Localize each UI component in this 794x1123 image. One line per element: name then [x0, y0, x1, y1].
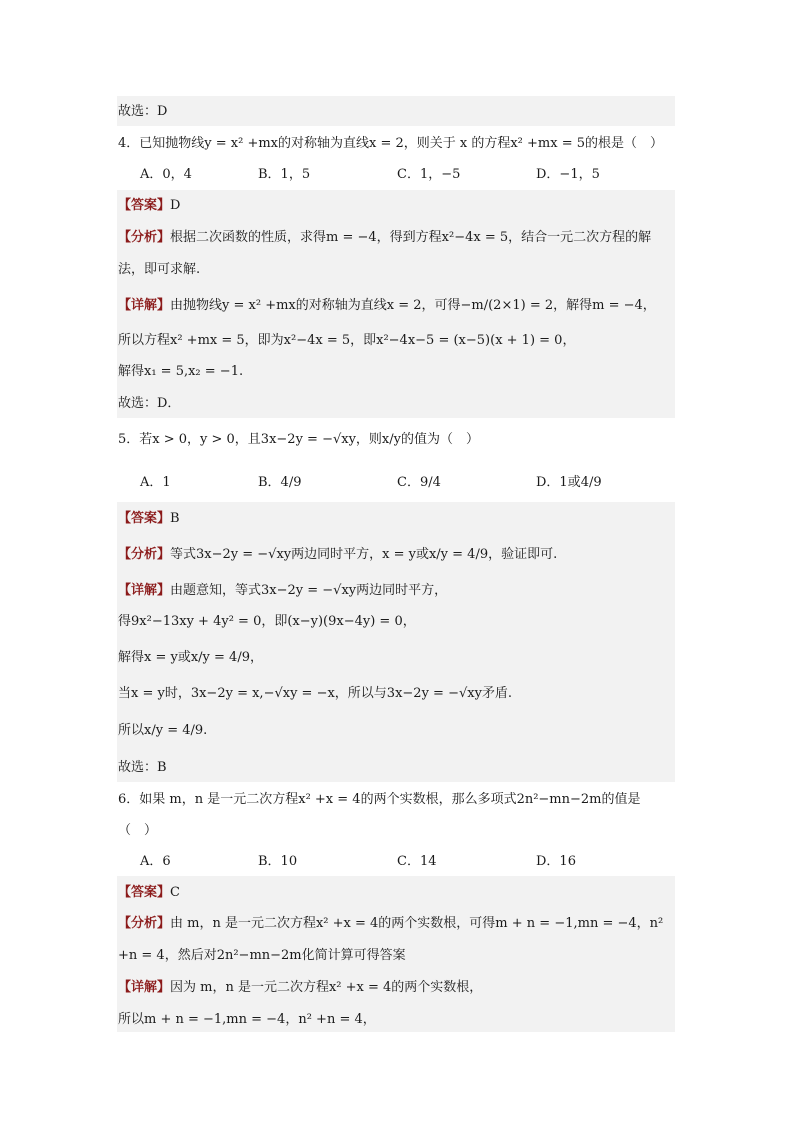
analysis-text: [118, 230, 651, 246]
section-tag: 【详解】: [118, 583, 171, 598]
analysis-text: 法，即可求解.: [118, 262, 201, 277]
section-tag: 【答案】: [118, 511, 171, 526]
option-a: A．6: [140, 854, 171, 869]
text-line: 故选：D: [118, 104, 168, 119]
section-tag: 【详解】: [118, 298, 171, 313]
detail-text: 故选：D．: [118, 396, 181, 411]
analysis-text: +n = 4，然后对2n²−mn−2m化简计算可得答案: [118, 948, 406, 963]
section-body: 由抛物线y = x² +mx的对称轴为直线x = 2，可得−m/(2×1) = 2，解得m = −4，: [170, 298, 656, 313]
section-body: 由 m，n 是一元二次方程x² +x = 4的两个实数根，可得m + n = −1,mn = −4，n²: [170, 916, 664, 931]
option-d: D．1或4/9: [536, 475, 602, 490]
section-tag: 【答案】: [118, 198, 171, 213]
option-d: D．16: [536, 854, 576, 869]
section-body: D: [170, 198, 181, 213]
option-c: C．1，−5: [397, 167, 461, 182]
question-6-paren: （ ）: [118, 823, 158, 838]
question-6: 6．如果 m，n 是一元二次方程x² +x = 4的两个实数根，那么多项式2n²−mn−2m的值是: [118, 792, 641, 807]
option-d: D．−1，5: [536, 167, 600, 182]
detail-text: [118, 980, 482, 996]
section-body: C: [170, 885, 180, 900]
detail-text: 得9x²−13xy + 4y² = 0，即(x−y)(9x−4y) = 0，: [118, 614, 416, 629]
section-tag: 【分析】: [118, 230, 171, 245]
option-a: A．0，4: [140, 167, 192, 182]
shade-q5-solution: [117, 502, 675, 782]
section-body: 因为 m，n 是一元二次方程x² +x = 4的两个实数根，: [170, 980, 483, 995]
detail-text: 解得x₁ = 5,x₂ = −1.: [118, 364, 244, 379]
section-tag: 【分析】: [118, 547, 171, 562]
section-body: 等式3x−2y = −√xy两边同时平方，x = y或x/y = 4/9，验证即可.: [170, 547, 558, 562]
option-b: B．4/9: [258, 475, 302, 490]
detail-text: 所以x/y = 4/9.: [118, 723, 208, 738]
section-body: 根据二次函数的性质，求得m = −4，得到方程x²−4x = 5，结合一元二次方程的解: [170, 230, 652, 245]
option-c: C．14: [397, 854, 437, 869]
detail-text: [118, 583, 447, 599]
question-4: 4．已知抛物线y = x² +mx的对称轴为直线x = 2，则关于 x 的方程x² +mx = 5的根是（ ）: [118, 136, 664, 151]
section-body: 由题意知，等式3x−2y = −√xy两边同时平方，: [170, 583, 448, 598]
detail-text: [118, 298, 656, 314]
option-b: B．10: [258, 854, 298, 869]
shade-q3-tail: [117, 96, 675, 126]
detail-text: 解得x = y或x/y = 4/9，: [118, 650, 263, 665]
answer-label: [118, 198, 180, 214]
analysis-text: [118, 916, 663, 932]
section-tag: 【答案】: [118, 885, 171, 900]
analysis-text: [118, 547, 557, 563]
section-body: B: [170, 511, 180, 526]
detail-text: 故选：B: [118, 760, 167, 775]
question-5: 5．若x > 0，y > 0，且3x−2y = −√xy，则x/y的值为（ ）: [118, 432, 479, 447]
option-b: B．1，5: [258, 167, 311, 182]
option-c: C．9/4: [397, 475, 441, 490]
detail-text: 所以方程x² +mx = 5，即为x²−4x = 5，即x²−4x−5 = (x−5)(x + 1) = 0，: [118, 333, 576, 348]
option-a: A．1: [140, 475, 171, 490]
answer-label: [118, 511, 180, 527]
detail-text: 当x = y时，3x−2y = x,−√xy = −x，所以与3x−2y = −√xy矛盾.: [118, 686, 513, 701]
detail-text: 所以m + n = −1,mn = −4，n² +n = 4，: [118, 1012, 376, 1027]
answer-label: [118, 885, 180, 901]
section-tag: 【详解】: [118, 980, 171, 995]
section-tag: 【分析】: [118, 916, 171, 931]
